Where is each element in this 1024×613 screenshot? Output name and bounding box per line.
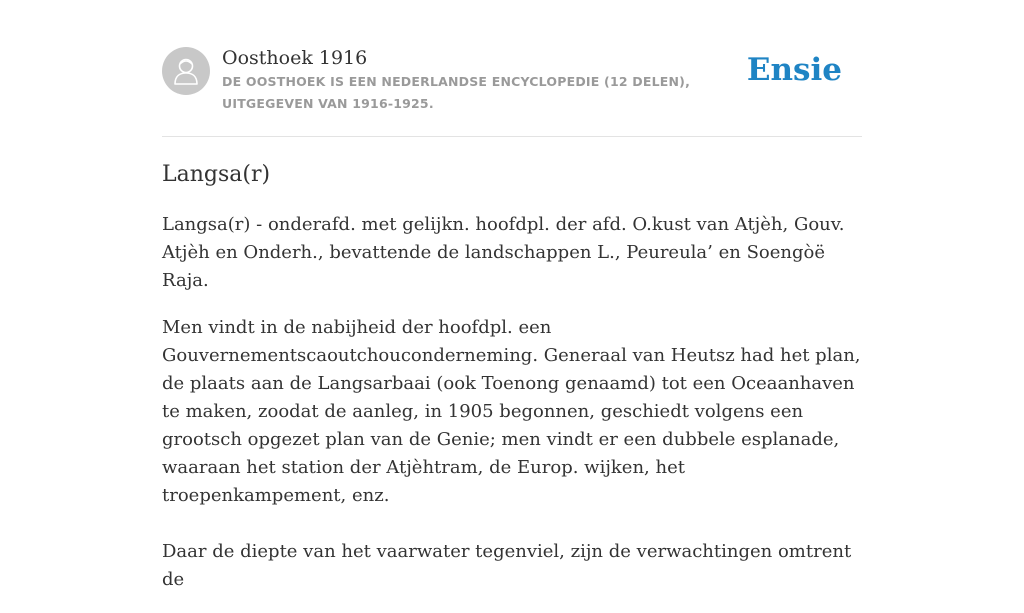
article-paragraph: Daar de diepte van het vaarwater tegenviel, zijn de verwachtingen omtrent de [162, 541, 852, 590]
article [162, 158, 862, 613]
article-paragraph: Langsa(r) - onderafd. met gelijkn. hoofdpl. der afd. O.kust van Atjèh, Gouv. Atjèh en Onderh., bevattende de landschappen L., Peureula’ en Soengòë Raja. [162, 214, 845, 291]
source-title[interactable]: Oosthoek 1916 [222, 47, 368, 69]
article-paragraph: Men vindt in de nabijheid der hoofdpl. een Gouvernementscaoutchouconderneming. Generaal van Heutsz had het plan, de plaats aan de Langsarbaai (ook Toenong genaamd) tot een Oceaanhaven te maken, zoodat de aanleg, in 1905 begonnen, geschiedt volgens een grootsch opgezet plan van de Genie; men vindt er een dubbele esplanade, waaraan het station der Atjèhtram, de Europ. wijken, het troepenkampement, enz. [162, 317, 861, 506]
user-icon [173, 56, 199, 86]
source-description: DE OOSTHOEK IS EEN NEDERLANDSE ENCYCLOPEDIE (12 DELEN), UITGEGEVEN VAN 1916-1925. [222, 74, 691, 111]
ensie-logo-link[interactable]: Ensie [746, 52, 842, 88]
source-header [162, 46, 862, 137]
avatar [162, 47, 210, 95]
article-title: Langsa(r) [162, 162, 271, 187]
